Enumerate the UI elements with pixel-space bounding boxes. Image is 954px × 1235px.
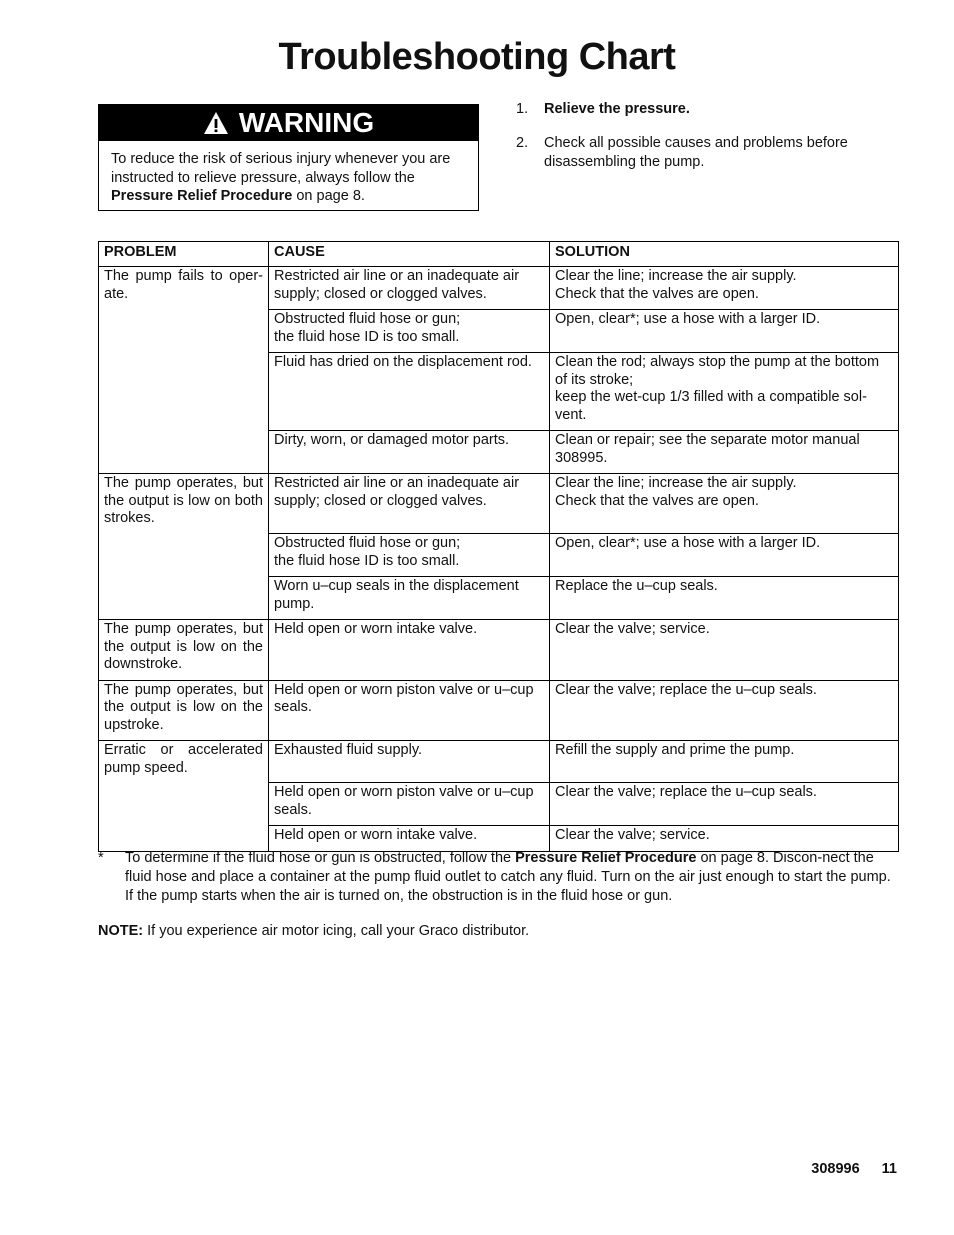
- solution-cell: Open, clear*; use a hose with a larger ID.: [550, 534, 899, 577]
- doc-number: 308996: [811, 1161, 860, 1177]
- cause-cell: Held open or worn piston valve or u–cup seals.: [269, 783, 550, 826]
- step-item: [516, 134, 896, 172]
- header-problem: PROBLEM: [99, 242, 269, 267]
- step-item: [516, 100, 896, 119]
- footnote-bold-ref: Pressure Relief Procedure: [515, 850, 697, 866]
- note-text: If you experience air motor icing, call your Graco distributor.: [143, 923, 530, 939]
- warning-bold-ref: Pressure Relief Procedure: [111, 188, 293, 204]
- header-solution: SOLUTION: [550, 242, 899, 267]
- page-number: 11: [881, 1161, 897, 1177]
- cause-cell: Dirty, worn, or damaged motor parts.: [269, 431, 550, 474]
- table-row: [99, 741, 899, 783]
- cause-cell: Restricted air line or an inadequate air supply; closed or clogged valves.: [269, 474, 550, 534]
- footnote-marker: *: [98, 850, 104, 866]
- problem-cell: The pump operates, but the output is low on both strokes.: [99, 474, 269, 620]
- warning-heading: WARNING: [238, 107, 375, 138]
- warning-header: [99, 105, 478, 141]
- cause-cell: Worn u–cup seals in the displacement pump.: [269, 577, 550, 620]
- warning-triangle-icon: [203, 111, 229, 135]
- table-row: [99, 267, 899, 310]
- cause-cell: Held open or worn piston valve or u–cup seals.: [269, 680, 550, 741]
- cause-cell: Restricted air line or an inadequate air supply; closed or clogged valves.: [269, 267, 550, 310]
- page-title: Troubleshooting Chart: [278, 36, 676, 78]
- table-row: [99, 620, 899, 681]
- solution-cell: Clear the valve; service.: [550, 620, 899, 681]
- solution-cell: Clear the valve; replace the u–cup seals.: [550, 680, 899, 741]
- table-row: [99, 680, 899, 741]
- cause-cell: Exhausted fluid supply.: [269, 741, 550, 783]
- cause-cell: Obstructed fluid hose or gun; the fluid hose ID is too small.: [269, 310, 550, 353]
- solution-cell: Clean the rod; always stop the pump at the bottom of its stroke; keep the wet-cup 1/3 filled with a compatible sol-vent.: [550, 353, 899, 431]
- warning-text: To reduce the risk of serious injury whenever you are instructed to relieve pressure, always follow the Pressure Relief Procedure on page 8.: [111, 151, 451, 204]
- step-text: Relieve the pressure.: [544, 101, 690, 117]
- footnote-text: To determine if the fluid hose or gun is obstructed, follow the Pressure Relief Procedure on page 8. Discon-nect the fluid hose and place a container at the pump fluid outlet to catch any fluid. Turn on the air just enough to start the pump. If the pump starts when the air is turned on, the obstruction is in the fluid hose or gun.: [125, 850, 891, 904]
- problem-cell: The pump operates, but the output is low on the downstroke.: [99, 620, 269, 681]
- warning-box: [98, 104, 479, 211]
- cause-cell: Obstructed fluid hose or gun; the fluid hose ID is too small.: [269, 534, 550, 577]
- solution-cell: Open, clear*; use a hose with a larger ID.: [550, 310, 899, 353]
- note-label: NOTE:: [98, 923, 144, 939]
- step-number: 1.: [516, 101, 529, 117]
- steps-list: [516, 100, 896, 187]
- table-row: [99, 474, 899, 534]
- cause-cell: Held open or worn intake valve.: [269, 826, 550, 852]
- solution-cell: Replace the u–cup seals.: [550, 577, 899, 620]
- header-cause: CAUSE: [269, 242, 550, 267]
- solution-cell: Clear the line; increase the air supply. Check that the valves are open.: [550, 474, 899, 534]
- cause-cell: Fluid has dried on the displacement rod.: [269, 353, 550, 431]
- step-number: 2.: [516, 135, 529, 151]
- page-footer: [700, 1161, 897, 1177]
- troubleshooting-table: [98, 241, 899, 852]
- solution-cell: Refill the supply and prime the pump.: [550, 741, 899, 783]
- table-header-row: [99, 242, 899, 267]
- solution-cell: Clear the valve; replace the u–cup seals.: [550, 783, 899, 826]
- solution-cell: Clean or repair; see the separate motor manual 308995.: [550, 431, 899, 474]
- step-text: Check all possible causes and problems before disassembling the pump.: [544, 135, 848, 170]
- problem-cell: The pump fails to oper-ate.: [99, 267, 269, 474]
- solution-cell: Clear the valve; service.: [550, 826, 899, 852]
- problem-cell: The pump operates, but the output is low on the upstroke.: [99, 680, 269, 741]
- footnote: [98, 849, 898, 906]
- problem-cell: Erratic or accelerated pump speed.: [99, 741, 269, 852]
- cause-cell: Held open or worn intake valve.: [269, 620, 550, 681]
- note: [98, 922, 898, 941]
- solution-cell: Clear the line; increase the air supply. Check that the valves are open.: [550, 267, 899, 310]
